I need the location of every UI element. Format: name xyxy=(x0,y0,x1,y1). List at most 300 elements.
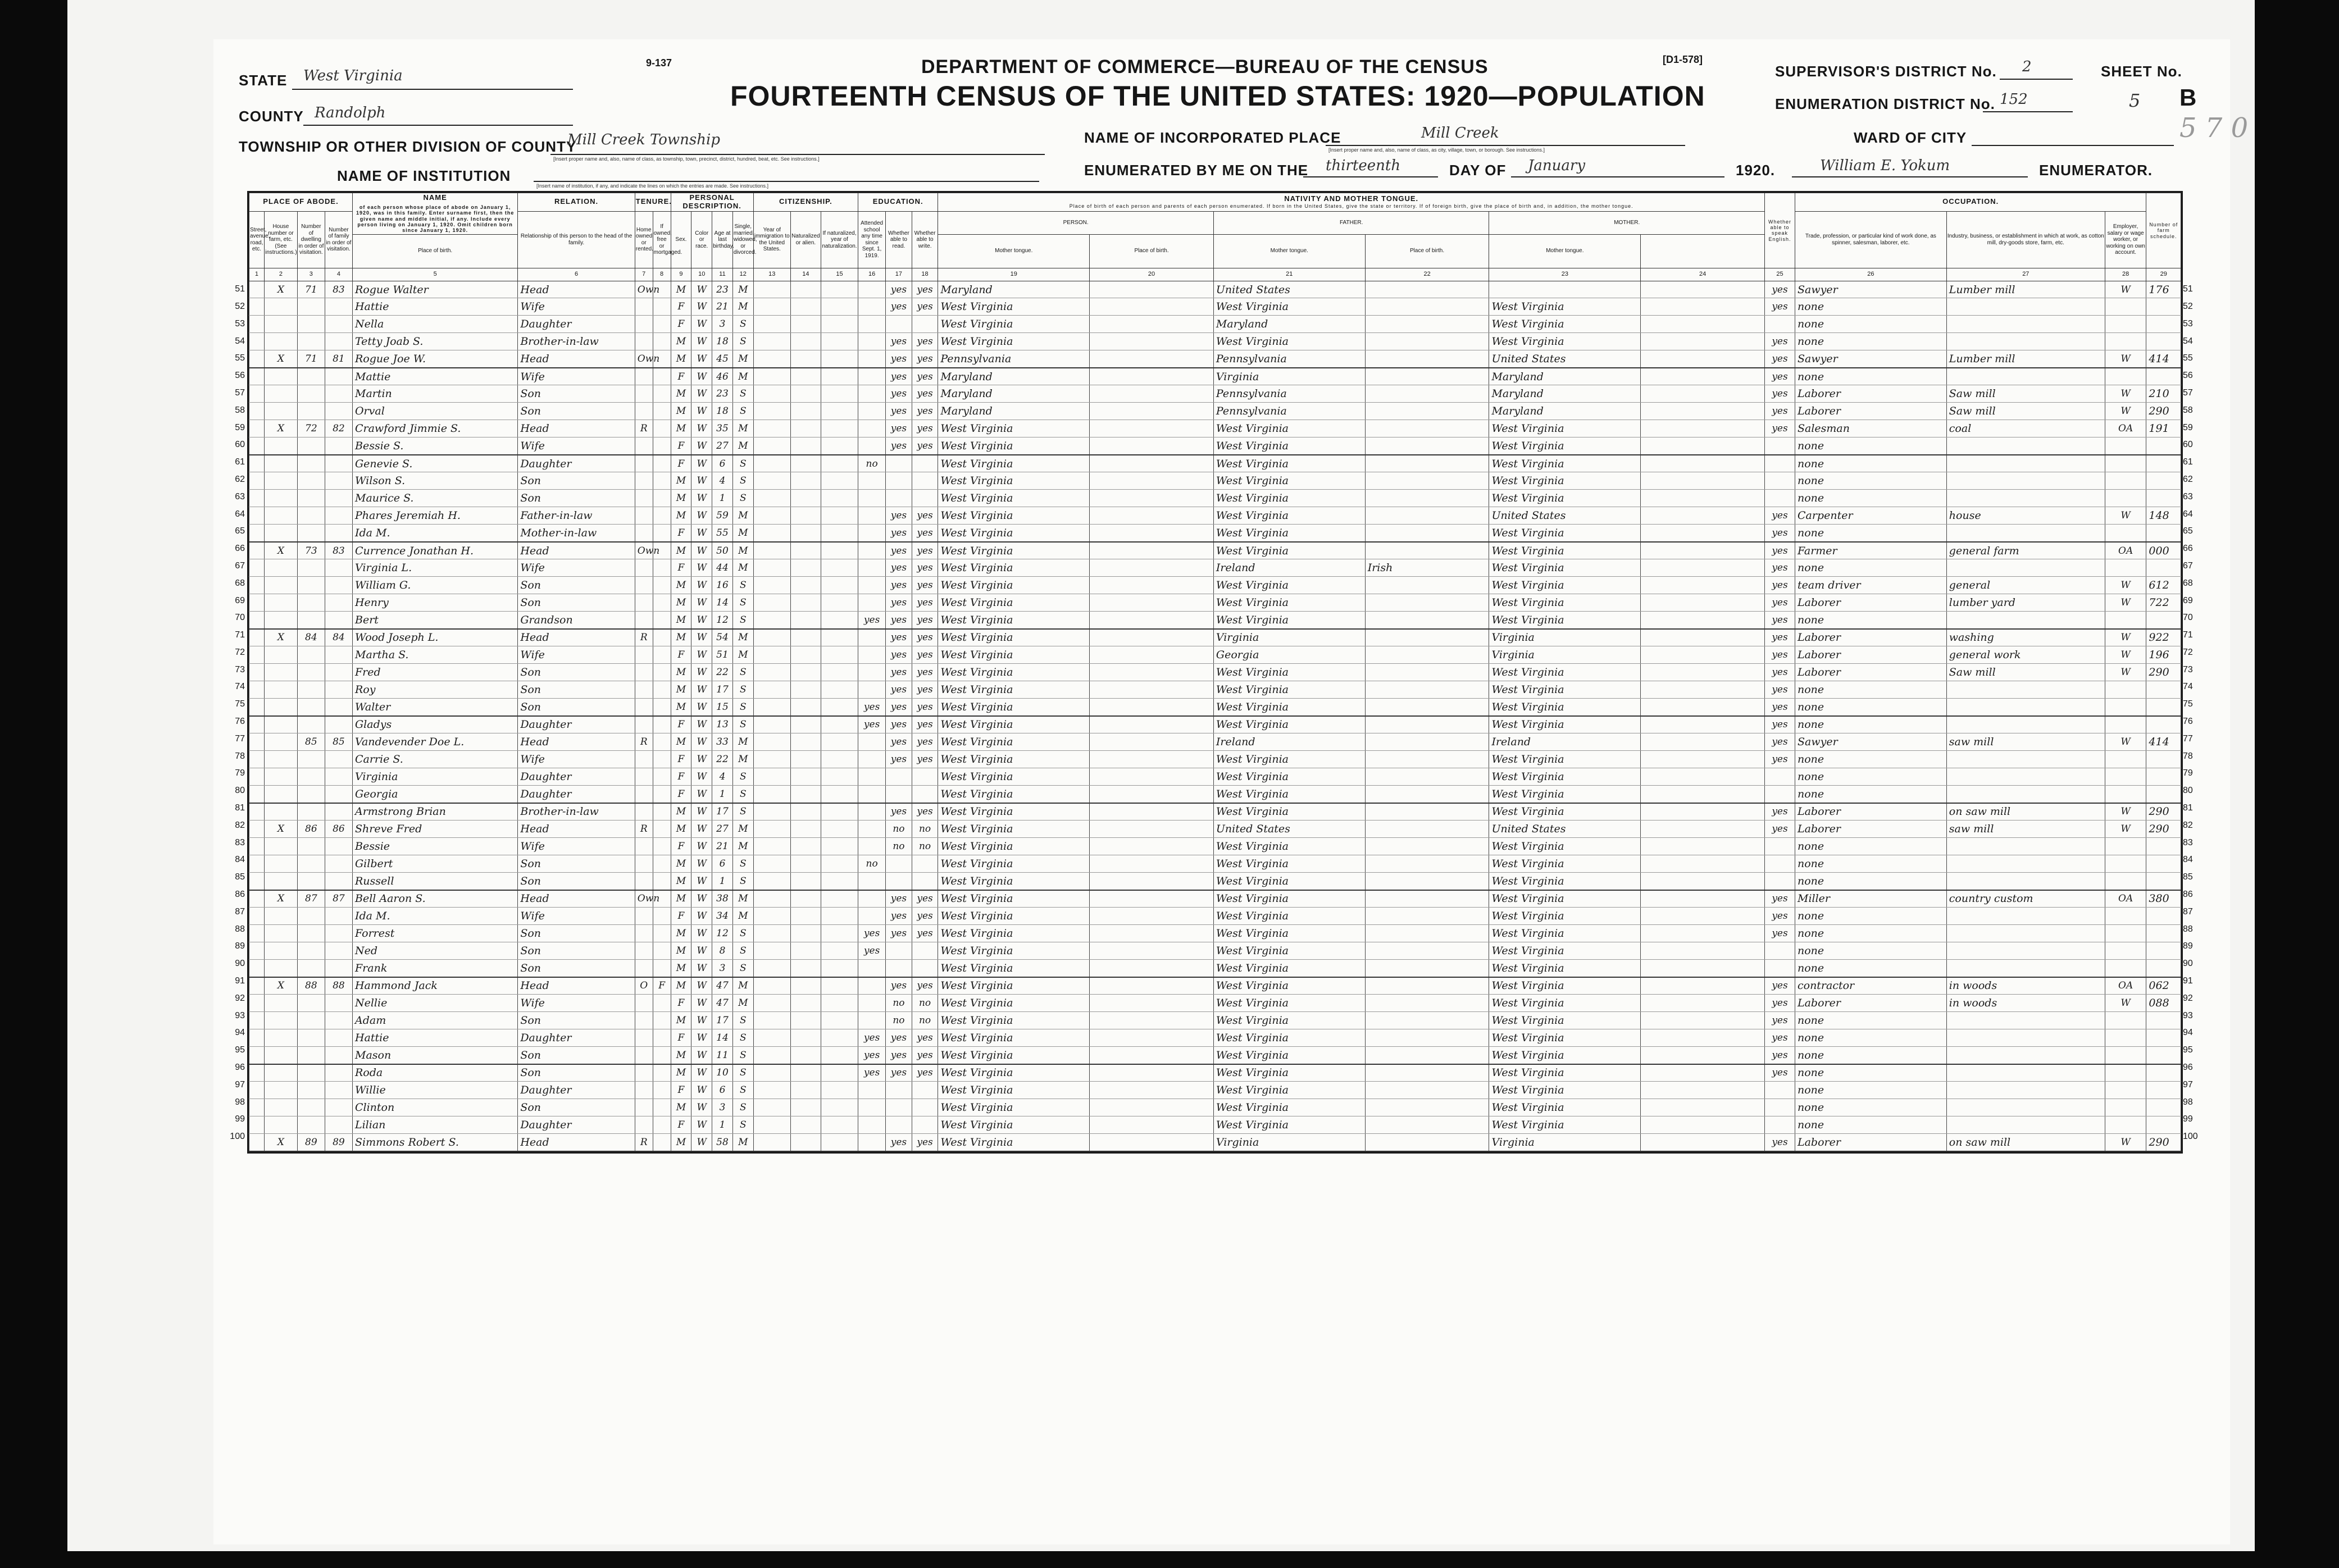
cell-age: 35 xyxy=(712,420,733,437)
cell-home xyxy=(635,298,653,316)
cell-write: yes xyxy=(912,420,938,437)
cell-relation: Wife xyxy=(518,646,635,664)
cell-house xyxy=(264,298,297,316)
cell-imm xyxy=(753,908,790,925)
line-number: 99 xyxy=(2183,1114,2193,1124)
cell-home xyxy=(635,1116,653,1133)
cell-home xyxy=(635,698,653,715)
cell-marital: S xyxy=(732,698,753,715)
cell-sex: M xyxy=(671,1064,691,1082)
cell-trade: none xyxy=(1795,698,1946,715)
cell-read xyxy=(886,942,912,959)
cell-house xyxy=(264,437,297,454)
cell-trade: Sawyer xyxy=(1795,281,1946,298)
cell-relation: Wife xyxy=(518,751,635,768)
cell-emp: W xyxy=(2105,507,2146,525)
header-industry: Industry, business, or establishment in which at work, as cotton mill, dry-goods store, farm, etc. xyxy=(1946,211,2105,268)
cell-natyr xyxy=(821,698,858,715)
cell-mt xyxy=(1090,977,1214,995)
cell-farm: 062 xyxy=(2146,977,2181,995)
cell-school xyxy=(858,542,886,559)
line-number: 65 xyxy=(2183,526,2193,536)
line-number: 89 xyxy=(2183,941,2193,951)
cell-read: yes xyxy=(886,333,912,350)
cell-name: Ida M. xyxy=(352,908,517,925)
cell-imm xyxy=(753,768,790,785)
cell-eng: yes xyxy=(1765,925,1795,942)
cell-age: 16 xyxy=(712,577,733,594)
cell-read: yes xyxy=(886,507,912,525)
cell-street xyxy=(249,437,265,454)
header-personal: PERSONAL DESCRIPTION. xyxy=(671,193,753,212)
day-line xyxy=(1303,176,1438,177)
cell-sex: F xyxy=(671,437,691,454)
table-row xyxy=(249,350,2181,367)
cell-color: W xyxy=(691,385,712,403)
cell-mt xyxy=(1090,577,1214,594)
cell-mmt xyxy=(1641,559,1765,577)
cell-emp xyxy=(2105,1116,2146,1133)
cell-mort xyxy=(653,803,671,821)
cell-color: W xyxy=(691,577,712,594)
cell-mmt xyxy=(1641,1012,1765,1029)
line-number: 63 xyxy=(2183,491,2193,502)
header-person-tongue: Mother tongue. xyxy=(938,234,1090,268)
cell-age: 17 xyxy=(712,803,733,821)
cell-school xyxy=(858,1012,886,1029)
cell-emp xyxy=(2105,333,2146,350)
cell-trade: Laborer xyxy=(1795,646,1946,664)
cell-mt xyxy=(1090,995,1214,1012)
cell-school xyxy=(858,803,886,821)
cell-imm xyxy=(753,1116,790,1133)
cell-family xyxy=(325,577,352,594)
cell-pob: West Virginia xyxy=(938,768,1090,785)
column-number-18: 18 xyxy=(912,268,938,281)
cell-age: 44 xyxy=(712,559,733,577)
cell-natyr xyxy=(821,455,858,472)
cell-dwelling: 85 xyxy=(297,733,325,751)
cell-dwelling xyxy=(297,559,325,577)
cell-natyr xyxy=(821,785,858,803)
cell-color: W xyxy=(691,594,712,612)
cell-marital: M xyxy=(732,368,753,385)
ward-line xyxy=(1972,145,2174,146)
cell-imm xyxy=(753,959,790,977)
cell-trade: Laborer xyxy=(1795,664,1946,681)
cell-emp xyxy=(2105,785,2146,803)
header-color: Color or race. xyxy=(691,211,712,268)
line-number: 57 xyxy=(2183,388,2193,398)
cell-farm xyxy=(2146,908,2181,925)
cell-house xyxy=(264,838,297,855)
cell-natyr xyxy=(821,872,858,890)
cell-industry: in woods xyxy=(1946,995,2105,1012)
cell-trade: none xyxy=(1795,1082,1946,1099)
cell-nat xyxy=(790,1082,821,1099)
cell-marital: S xyxy=(732,925,753,942)
cell-emp: W xyxy=(2105,350,2146,367)
cell-home: R xyxy=(635,629,653,646)
cell-eng xyxy=(1765,455,1795,472)
cell-fmt xyxy=(1365,490,1489,507)
cell-name: Armstrong Brian xyxy=(352,803,517,821)
cell-trade: Laborer xyxy=(1795,803,1946,821)
cell-mort xyxy=(653,298,671,316)
line-number: 73 xyxy=(235,664,245,674)
cell-fmt xyxy=(1365,716,1489,733)
cell-industry xyxy=(1946,855,2105,872)
cell-eng: yes xyxy=(1765,611,1795,628)
cell-farm xyxy=(2146,681,2181,698)
cell-school xyxy=(858,751,886,768)
cell-family: 89 xyxy=(325,1133,352,1151)
enumerated-month: January xyxy=(1528,157,1586,174)
cell-mort xyxy=(653,1082,671,1099)
cell-house xyxy=(264,490,297,507)
column-number-16: 16 xyxy=(858,268,886,281)
cell-read: yes xyxy=(886,420,912,437)
cell-fpob: West Virginia xyxy=(1213,1082,1365,1099)
cell-family xyxy=(325,785,352,803)
cell-fmt xyxy=(1365,350,1489,367)
cell-mpob: West Virginia xyxy=(1489,995,1641,1012)
cell-farm xyxy=(2146,716,2181,733)
cell-imm xyxy=(753,855,790,872)
cell-fmt xyxy=(1365,733,1489,751)
cell-trade: none xyxy=(1795,1046,1946,1064)
column-number-3: 3 xyxy=(297,268,325,281)
cell-eng: yes xyxy=(1765,1029,1795,1046)
table-row xyxy=(249,1116,2181,1133)
cell-mt xyxy=(1090,437,1214,454)
cell-industry: country custom xyxy=(1946,890,2105,908)
table-row xyxy=(249,838,2181,855)
cell-name: Bessie S. xyxy=(352,437,517,454)
cell-school: yes xyxy=(858,1029,886,1046)
cell-read: yes xyxy=(886,698,912,715)
cell-mpob: West Virginia xyxy=(1489,716,1641,733)
cell-family xyxy=(325,611,352,628)
cell-natyr xyxy=(821,368,858,385)
table-row xyxy=(249,298,2181,316)
cell-natyr xyxy=(821,298,858,316)
cell-emp xyxy=(2105,437,2146,454)
line-number: 67 xyxy=(2183,560,2193,571)
cell-natyr xyxy=(821,577,858,594)
cell-read: yes xyxy=(886,716,912,733)
cell-sex: F xyxy=(671,368,691,385)
cell-farm: 290 xyxy=(2146,1133,2181,1151)
cell-mmt xyxy=(1641,1046,1765,1064)
cell-mmt xyxy=(1641,855,1765,872)
cell-name: Crawford Jimmie S. xyxy=(352,420,517,437)
cell-age: 4 xyxy=(712,768,733,785)
cell-relation: Son xyxy=(518,403,635,420)
cell-home xyxy=(635,611,653,628)
cell-home xyxy=(635,1012,653,1029)
cell-street xyxy=(249,1029,265,1046)
cell-fmt xyxy=(1365,594,1489,612)
cell-home: O xyxy=(635,977,653,995)
cell-trade: contractor xyxy=(1795,977,1946,995)
cell-color: W xyxy=(691,925,712,942)
cell-mpob: West Virginia xyxy=(1489,594,1641,612)
cell-pob: Maryland xyxy=(938,403,1090,420)
table-row xyxy=(249,1082,2181,1099)
cell-fmt xyxy=(1365,507,1489,525)
cell-industry xyxy=(1946,838,2105,855)
cell-house xyxy=(264,403,297,420)
place-line xyxy=(1326,145,1685,146)
cell-nat xyxy=(790,942,821,959)
cell-pob: West Virginia xyxy=(938,629,1090,646)
cell-fpob: West Virginia xyxy=(1213,1116,1365,1133)
cell-write: yes xyxy=(912,1046,938,1064)
cell-color: W xyxy=(691,785,712,803)
cell-school xyxy=(858,977,886,995)
cell-fpob: Georgia xyxy=(1213,646,1365,664)
cell-farm: 191 xyxy=(2146,420,2181,437)
cell-family: 83 xyxy=(325,281,352,298)
cell-read: yes xyxy=(886,1064,912,1082)
cell-industry: house xyxy=(1946,507,2105,525)
cell-marital: M xyxy=(732,542,753,559)
header-father-pob: Place of birth. xyxy=(1090,234,1214,268)
cell-industry: Saw mill xyxy=(1946,664,2105,681)
cell-sex: M xyxy=(671,959,691,977)
cell-trade: none xyxy=(1795,490,1946,507)
cell-fmt xyxy=(1365,751,1489,768)
table-row xyxy=(249,594,2181,612)
cell-industry: saw mill xyxy=(1946,821,2105,838)
cell-farm: 722 xyxy=(2146,594,2181,612)
cell-color: W xyxy=(691,490,712,507)
state-line xyxy=(292,89,573,90)
cell-relation: Brother-in-law xyxy=(518,803,635,821)
cell-street xyxy=(249,420,265,437)
cell-color: W xyxy=(691,455,712,472)
cell-farm xyxy=(2146,559,2181,577)
cell-write: yes xyxy=(912,1064,938,1082)
cell-nat xyxy=(790,455,821,472)
cell-street xyxy=(249,403,265,420)
line-number: 62 xyxy=(2183,474,2193,484)
cell-mpob: Maryland xyxy=(1489,403,1641,420)
cell-color: W xyxy=(691,664,712,681)
line-number: 74 xyxy=(235,682,245,692)
table-row xyxy=(249,455,2181,472)
column-number-10: 10 xyxy=(691,268,712,281)
cell-relation: Wife xyxy=(518,908,635,925)
cell-age: 8 xyxy=(712,942,733,959)
cell-natyr xyxy=(821,350,858,367)
cell-eng xyxy=(1765,472,1795,490)
cell-relation: Daughter xyxy=(518,716,635,733)
cell-sex: F xyxy=(671,908,691,925)
cell-family xyxy=(325,1082,352,1099)
cell-relation: Daughter xyxy=(518,785,635,803)
cell-home xyxy=(635,942,653,959)
line-number: 77 xyxy=(2183,733,2193,744)
cell-pob: West Virginia xyxy=(938,959,1090,977)
cell-eng xyxy=(1765,855,1795,872)
cell-write xyxy=(912,785,938,803)
cell-farm xyxy=(2146,855,2181,872)
cell-mmt xyxy=(1641,368,1765,385)
cell-street xyxy=(249,751,265,768)
cell-dwelling xyxy=(297,455,325,472)
cell-imm xyxy=(753,437,790,454)
cell-marital: S xyxy=(732,1116,753,1133)
cell-mmt xyxy=(1641,664,1765,681)
cell-age: 18 xyxy=(712,403,733,420)
line-number: 85 xyxy=(2183,872,2193,882)
cell-trade: none xyxy=(1795,559,1946,577)
cell-family xyxy=(325,559,352,577)
cell-pob: West Virginia xyxy=(938,507,1090,525)
place-label: NAME OF INCORPORATED PLACE xyxy=(1084,129,1341,146)
cell-industry: on saw mill xyxy=(1946,1133,2105,1151)
cell-emp xyxy=(2105,490,2146,507)
cell-read: yes xyxy=(886,629,912,646)
cell-fpob: West Virginia xyxy=(1213,838,1365,855)
cell-school: yes xyxy=(858,942,886,959)
cell-fmt xyxy=(1365,1082,1489,1099)
cell-farm xyxy=(2146,925,2181,942)
cell-house xyxy=(264,716,297,733)
cell-name: Wood Joseph L. xyxy=(352,629,517,646)
cell-fmt xyxy=(1365,1099,1489,1116)
cell-mpob: Maryland xyxy=(1489,385,1641,403)
cell-trade: none xyxy=(1795,472,1946,490)
cell-fmt xyxy=(1365,1029,1489,1046)
cell-color: W xyxy=(691,803,712,821)
cell-fpob: West Virginia xyxy=(1213,594,1365,612)
cell-mmt xyxy=(1641,350,1765,367)
cell-imm xyxy=(753,821,790,838)
cell-natyr xyxy=(821,472,858,490)
cell-industry xyxy=(1946,1012,2105,1029)
cell-nat xyxy=(790,1046,821,1064)
header-house-number: House number or farm, etc. (See instructions.) xyxy=(264,211,297,268)
cell-read: yes xyxy=(886,298,912,316)
cell-mpob: Virginia xyxy=(1489,1133,1641,1151)
cell-home xyxy=(635,751,653,768)
line-number: 62 xyxy=(235,474,245,484)
cell-nat xyxy=(790,577,821,594)
cell-sex: M xyxy=(671,925,691,942)
cell-trade: none xyxy=(1795,316,1946,333)
cell-street xyxy=(249,785,265,803)
cell-emp: W xyxy=(2105,577,2146,594)
cell-family xyxy=(325,681,352,698)
cell-write: yes xyxy=(912,803,938,821)
table-row xyxy=(249,542,2181,559)
cell-mmt xyxy=(1641,281,1765,298)
cell-eng xyxy=(1765,1099,1795,1116)
table-row xyxy=(249,890,2181,908)
cell-industry xyxy=(1946,1082,2105,1099)
line-number: 54 xyxy=(235,336,245,346)
cell-write: yes xyxy=(912,385,938,403)
cell-age: 59 xyxy=(712,507,733,525)
cell-home xyxy=(635,490,653,507)
cell-imm xyxy=(753,455,790,472)
cell-fpob: Ireland xyxy=(1213,559,1365,577)
cell-natyr xyxy=(821,942,858,959)
cell-house xyxy=(264,959,297,977)
cell-age: 27 xyxy=(712,821,733,838)
township-line xyxy=(550,154,1045,155)
line-number: 90 xyxy=(2183,959,2193,969)
cell-house xyxy=(264,785,297,803)
cell-eng: yes xyxy=(1765,1133,1795,1151)
line-number: 73 xyxy=(2183,664,2193,674)
cell-write xyxy=(912,1116,938,1133)
cell-mt xyxy=(1090,872,1214,890)
cell-mt xyxy=(1090,925,1214,942)
cell-natyr xyxy=(821,611,858,628)
cell-pob: West Virginia xyxy=(938,942,1090,959)
cell-fmt xyxy=(1365,316,1489,333)
cell-write: yes xyxy=(912,977,938,995)
cell-mmt xyxy=(1641,872,1765,890)
cell-color: W xyxy=(691,1116,712,1133)
line-number: 59 xyxy=(2183,422,2193,432)
cell-natyr xyxy=(821,1012,858,1029)
cell-mort xyxy=(653,733,671,751)
cell-emp xyxy=(2105,368,2146,385)
cell-sex: F xyxy=(671,716,691,733)
cell-street xyxy=(249,838,265,855)
cell-house xyxy=(264,472,297,490)
cell-write: yes xyxy=(912,577,938,594)
cell-mt xyxy=(1090,472,1214,490)
cell-mt xyxy=(1090,385,1214,403)
cell-industry: general work xyxy=(1946,646,2105,664)
cell-fmt xyxy=(1365,455,1489,472)
cell-natyr xyxy=(821,733,858,751)
line-number: 94 xyxy=(235,1028,245,1038)
table-row xyxy=(249,559,2181,577)
cell-home xyxy=(635,403,653,420)
cell-emp xyxy=(2105,316,2146,333)
cell-school xyxy=(858,646,886,664)
cell-fmt xyxy=(1365,698,1489,715)
cell-eng xyxy=(1765,942,1795,959)
cell-name: Virginia xyxy=(352,768,517,785)
cell-write: yes xyxy=(912,1133,938,1151)
cell-mt xyxy=(1090,942,1214,959)
cell-house: X xyxy=(264,890,297,908)
column-number-8: 8 xyxy=(653,268,671,281)
cell-mort xyxy=(653,1116,671,1133)
cell-house: X xyxy=(264,629,297,646)
cell-age: 23 xyxy=(712,385,733,403)
cell-read xyxy=(886,768,912,785)
table-row xyxy=(249,664,2181,681)
cell-trade: team driver xyxy=(1795,577,1946,594)
table-row xyxy=(249,977,2181,995)
cell-relation: Son xyxy=(518,664,635,681)
cell-house xyxy=(264,681,297,698)
cell-street xyxy=(249,768,265,785)
cell-mort xyxy=(653,664,671,681)
cell-street xyxy=(249,298,265,316)
cell-pob: West Virginia xyxy=(938,855,1090,872)
cell-fmt xyxy=(1365,281,1489,298)
